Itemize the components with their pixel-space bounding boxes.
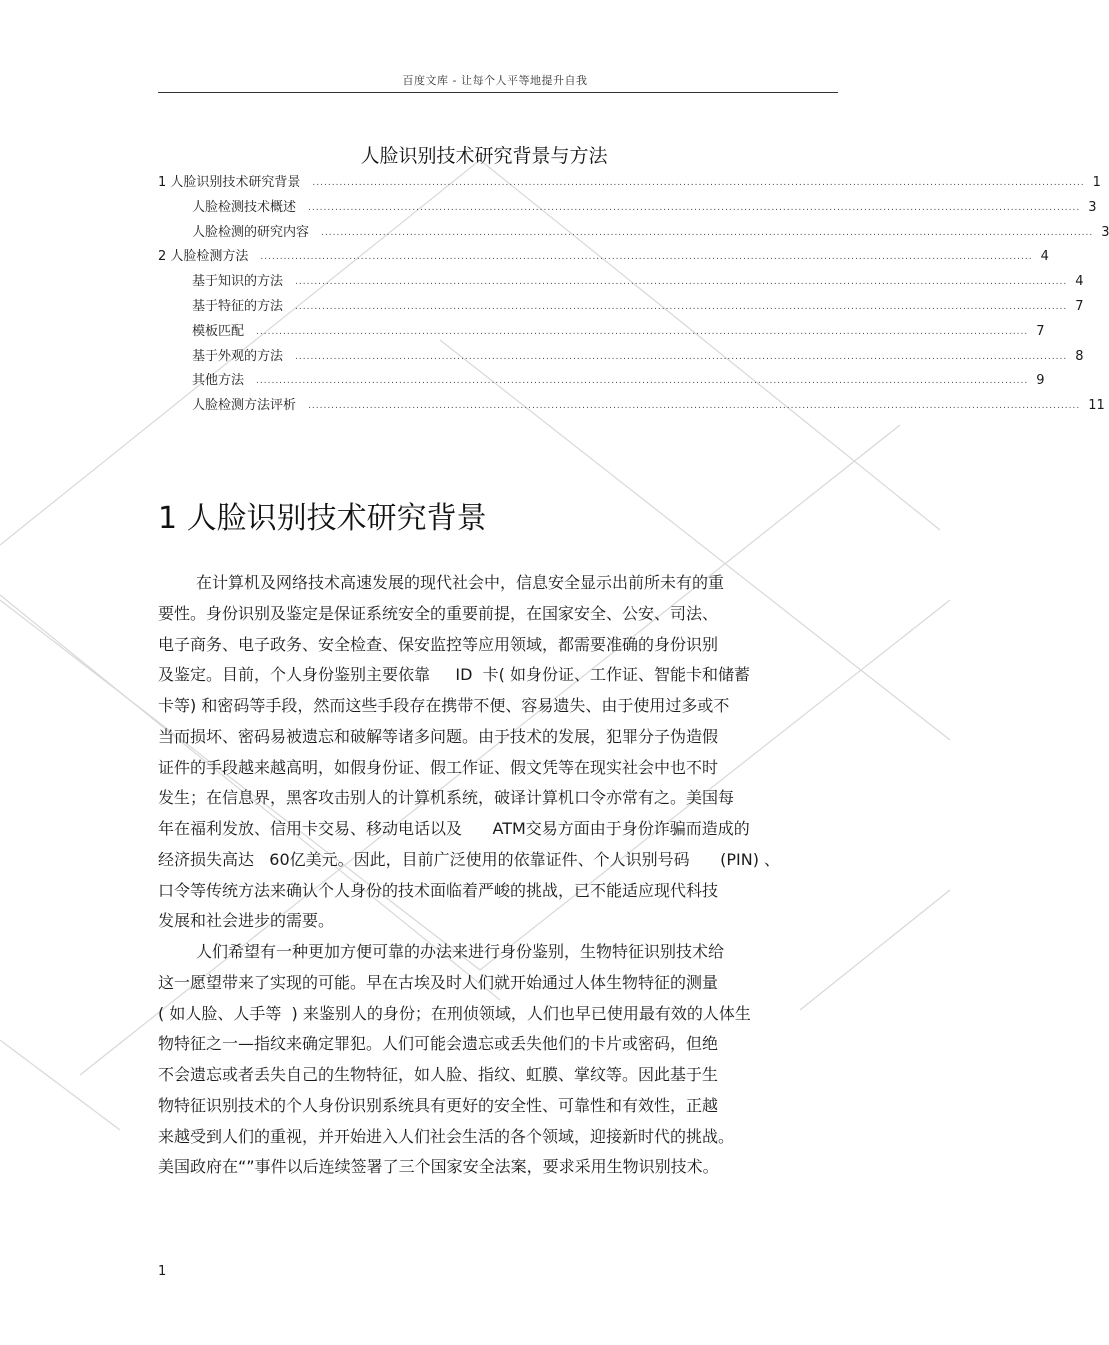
section-heading: 1 人脸识别技术研究背景 [158,501,487,536]
header-rule [158,92,838,93]
toc-dot-leader: ........................................................................................................................................................................................................ [308,202,1081,213]
body-line: 发展和社会进步的需要。 [158,911,335,931]
toc-entry-label: 2 人脸检测方法 [158,249,249,265]
body-line: 卡等) 和密码等手段，然而这些手段存在携带不便、容易遗失、由于使用过多或不 [158,696,730,715]
toc-entry[interactable] [158,298,1084,323]
toc-entry-label: 人脸检测的研究内容 [192,224,310,240]
toc-entry[interactable] [158,397,1105,422]
toc-entry-page: 1 [1092,175,1101,190]
body-line: 美国政府在“”事件以后连续签署了三个国家安全法案，要求采用生物识别技术。 [158,1157,719,1177]
body-line: 发生；在信息界，黑客攻击别人的计算机系统，破译计算机口令亦常有之。美国每 [158,788,735,808]
toc-entry-page: 7 [1036,323,1045,339]
body-line: 经济损失高达 60亿美元。因此，目前广泛使用的依靠证件、个人识别号码 (PIN) 、 [158,849,781,869]
toc-entry-page: 11 [1088,398,1105,414]
toc-entry-page: 4 [1040,249,1049,265]
body-line: 在计算机及网络技术高速发展的现代社会中，信息安全显示出前所未有的重 [196,573,725,592]
toc-dot-leader: ........................................................................................................................................................................................................ [256,376,1029,387]
toc-dot-leader: ........................................................................................................................................................................................................ [308,401,1081,412]
toc-entry-label: 人脸检测方法评析 [192,398,297,414]
toc-entry-label: 基于知识的方法 [192,274,284,290]
body-line: 电子商务、电子政务、安全检查、保安监控等应用领域，都需要准确的身份识别 [158,634,719,654]
page-number: 1 [158,1264,167,1279]
toc-dot-leader: ........................................................................................................................................................................................................ [260,252,1033,263]
body-line: 不会遗忘或者丢失自己的生物特征，如人脸、指纹、虹膜、掌纹等。因此基于生 [158,1065,719,1084]
toc-dot-leader: ........................................................................................................................................................................................................ [256,326,1029,337]
body-line: 当而损坏、密码易被遗忘和破解等诸多问题。由于技术的发展，犯罪分子伪造假 [158,726,719,746]
body-line: 物特征识别技术的个人身份识别系统具有更好的安全性、可靠性和有效性，正越 [158,1095,719,1115]
toc-entry[interactable] [158,372,1045,397]
body-line: 要性。身份识别及鉴定是保证系统安全的重要前提，在国家安全、公安、司法、 [158,603,719,623]
toc-entry[interactable] [158,348,1084,373]
header-text: 百度文库 - 让每个人平等地提升自我 [402,74,588,87]
table-of-contents [158,174,1109,422]
body-line: ( 如人脸、人手等 ) 来鉴别人的身份；在刑侦领域，人们也早已使用最有效的人体生 [158,1003,751,1023]
toc-dot-leader: ........................................................................................................................................................................................................ [295,301,1068,312]
toc-entry-page: 3 [1101,224,1109,240]
toc-entry-label: 基于特征的方法 [192,298,284,314]
toc-entry-page: 4 [1075,274,1084,290]
toc-entry-page: 3 [1088,199,1097,215]
toc-entry[interactable] [158,323,1045,348]
body-line: 证件的手段越来越高明，如假身份证、假工作证、假文凭等在现实社会中也不时 [158,757,719,777]
body-line: 物特征之一—指纹来确定罪犯。人们可能会遗忘或丢失他们的卡片或密码，但绝 [158,1034,719,1054]
toc-entry-label: 基于外观的方法 [192,348,284,364]
toc-entry-label: 1 人脸识别技术研究背景 [158,175,301,190]
toc-entry[interactable] [158,224,1109,249]
toc-entry-page: 9 [1036,373,1045,389]
toc-entry-page: 8 [1075,348,1084,364]
toc-entry-page: 7 [1075,298,1084,314]
toc-entry[interactable] [158,199,1097,224]
toc-entry[interactable] [158,174,1101,199]
toc-dot-leader: ........................................................................................................................................................................................................ [312,178,1085,188]
body-line: 来越受到人们的重视，并开始进入人们社会生活的各个领域，迎接新时代的挑战。 [158,1126,735,1146]
document-title: 人脸识别技术研究背景与方法 [360,145,608,167]
body-line: 人们希望有一种更加方便可靠的办法来进行身份鉴别，生物特征识别技术给 [196,942,725,961]
toc-dot-leader: ........................................................................................................................................................................................................ [321,227,1094,238]
toc-entry[interactable] [158,273,1084,298]
body-line: 口令等传统方法来确认个人身份的技术面临着严峻的挑战，已不能适应现代科技 [158,880,719,900]
toc-entry-label: 模板匹配 [192,323,245,339]
body-line: 年在福利发放、信用卡交易、移动电话以及 ATM交易方面由于身份诈骗而造成的 [158,819,750,838]
toc-entry-label: 其他方法 [192,373,245,389]
toc-entry[interactable] [158,248,1049,273]
toc-dot-leader: ........................................................................................................................................................................................................ [295,277,1068,288]
toc-dot-leader: ........................................................................................................................................................................................................ [295,351,1068,362]
body-text [158,568,848,1183]
body-line: 这一愿望带来了实现的可能。早在古埃及时人们就开始通过人体生物特征的测量 [158,972,719,992]
body-line: 及鉴定。目前，个人身份鉴别主要依靠 ID 卡( 如身份证、工作证、智能卡和储蓄 [158,665,750,685]
toc-entry-label: 人脸检测技术概述 [192,199,297,215]
